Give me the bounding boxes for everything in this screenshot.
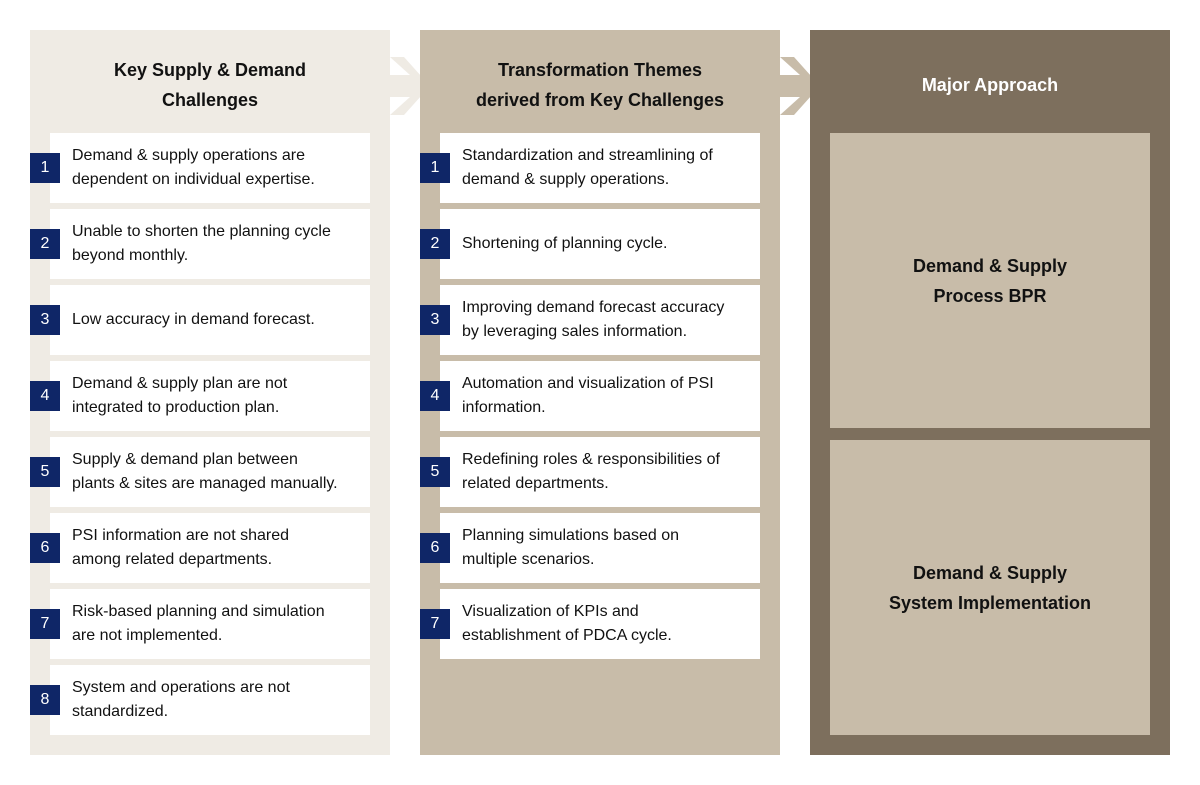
- challenges-item-4: [40, 361, 370, 431]
- number-badge: 7: [30, 609, 60, 639]
- item-line: Planning simulations based on: [462, 527, 680, 544]
- approach-title: [810, 54, 1170, 116]
- number-badge: 4: [30, 381, 60, 411]
- approach-line: Demand & Supply: [912, 562, 1068, 583]
- number-badge: 2: [420, 229, 450, 259]
- themes-item-1: [430, 133, 760, 203]
- number-badge: 7: [420, 609, 450, 639]
- item-line: are not implemented.: [72, 627, 223, 644]
- item-text: [462, 513, 750, 583]
- item-line: dependent on individual expertise.: [72, 171, 315, 188]
- item-line: Visualization of KPIs and: [462, 603, 639, 620]
- item-text: [72, 285, 360, 355]
- challenges-item-7: [40, 589, 370, 659]
- item-line: Automation and visualization of PSI: [462, 375, 714, 392]
- item-line: among related departments.: [72, 551, 273, 568]
- number-badge: 5: [30, 457, 60, 487]
- challenges-title: [30, 54, 390, 116]
- item-line: Standardization and streamlining of: [462, 147, 713, 164]
- item-line: standardized.: [72, 703, 169, 720]
- themes-title: [420, 54, 780, 116]
- number-badge: 2: [30, 229, 60, 259]
- number-badge: 6: [30, 533, 60, 563]
- themes-item-7: [430, 589, 760, 659]
- item-line: beyond monthly.: [72, 247, 189, 264]
- number-badge: 1: [420, 153, 450, 183]
- challenges-item-3: [40, 285, 370, 355]
- item-line: Demand & supply plan are not: [72, 375, 288, 392]
- item-text: [72, 589, 360, 659]
- title-line: derived from Key Challenges: [475, 90, 725, 110]
- approach-line: Demand & Supply: [912, 255, 1068, 276]
- item-line: Demand & supply operations are: [72, 147, 306, 164]
- challenges-item-2: [40, 209, 370, 279]
- approach-box-system: [830, 440, 1150, 735]
- number-badge: 4: [420, 381, 450, 411]
- item-text: [462, 133, 750, 203]
- approach-line: Process BPR: [933, 285, 1047, 306]
- item-line: by leveraging sales information.: [462, 323, 688, 340]
- number-badge: 8: [30, 685, 60, 715]
- item-text: [72, 437, 360, 507]
- challenges-item-1: [40, 133, 370, 203]
- item-line: System and operations are not: [72, 679, 290, 696]
- item-text: [462, 285, 750, 355]
- themes-item-4: [430, 361, 760, 431]
- approach-column: [810, 30, 1170, 755]
- themes-item-5: [430, 437, 760, 507]
- item-line: information.: [462, 399, 546, 416]
- item-line: Low accuracy in demand forecast.: [72, 311, 315, 328]
- item-text: [462, 589, 750, 659]
- challenges-item-5: [40, 437, 370, 507]
- title-line: Major Approach: [921, 75, 1059, 95]
- item-text: [72, 513, 360, 583]
- item-text: [72, 133, 360, 203]
- themes-item-2: [430, 209, 760, 279]
- themes-item-3: [430, 285, 760, 355]
- item-line: Unable to shorten the planning cycle: [72, 223, 331, 240]
- item-text: [72, 209, 360, 279]
- number-badge: 1: [30, 153, 60, 183]
- title-line: Key Supply & Demand: [113, 60, 307, 80]
- item-line: related departments.: [462, 475, 609, 492]
- item-text: [462, 361, 750, 431]
- item-text: [72, 361, 360, 431]
- item-line: Improving demand forecast accuracy: [462, 299, 725, 316]
- themes-column: [420, 30, 780, 755]
- item-line: plants & sites are managed manually.: [72, 475, 338, 492]
- item-line: establishment of PDCA cycle.: [462, 627, 672, 644]
- item-text: [462, 209, 750, 279]
- item-line: demand & supply operations.: [462, 171, 670, 188]
- item-line: integrated to production plan.: [72, 399, 280, 416]
- title-line: Challenges: [161, 90, 258, 110]
- item-line: multiple scenarios.: [462, 551, 595, 568]
- number-badge: 3: [420, 305, 450, 335]
- challenges-item-6: [40, 513, 370, 583]
- themes-item-6: [430, 513, 760, 583]
- item-line: Supply & demand plan between: [72, 451, 298, 468]
- approach-box-bpr: [830, 133, 1150, 428]
- item-line: PSI information are not shared: [72, 527, 290, 544]
- item-text: [72, 665, 360, 735]
- item-line: Risk-based planning and simulation: [72, 603, 325, 620]
- approach-line: System Implementation: [888, 592, 1092, 613]
- challenges-column: [30, 30, 390, 755]
- item-line: Shortening of planning cycle.: [462, 235, 668, 252]
- number-badge: 3: [30, 305, 60, 335]
- item-line: Redefining roles & responsibilities of: [462, 451, 720, 468]
- challenges-item-8: [40, 665, 370, 735]
- item-text: [462, 437, 750, 507]
- number-badge: 6: [420, 533, 450, 563]
- title-line: Transformation Themes: [497, 60, 703, 80]
- number-badge: 5: [420, 457, 450, 487]
